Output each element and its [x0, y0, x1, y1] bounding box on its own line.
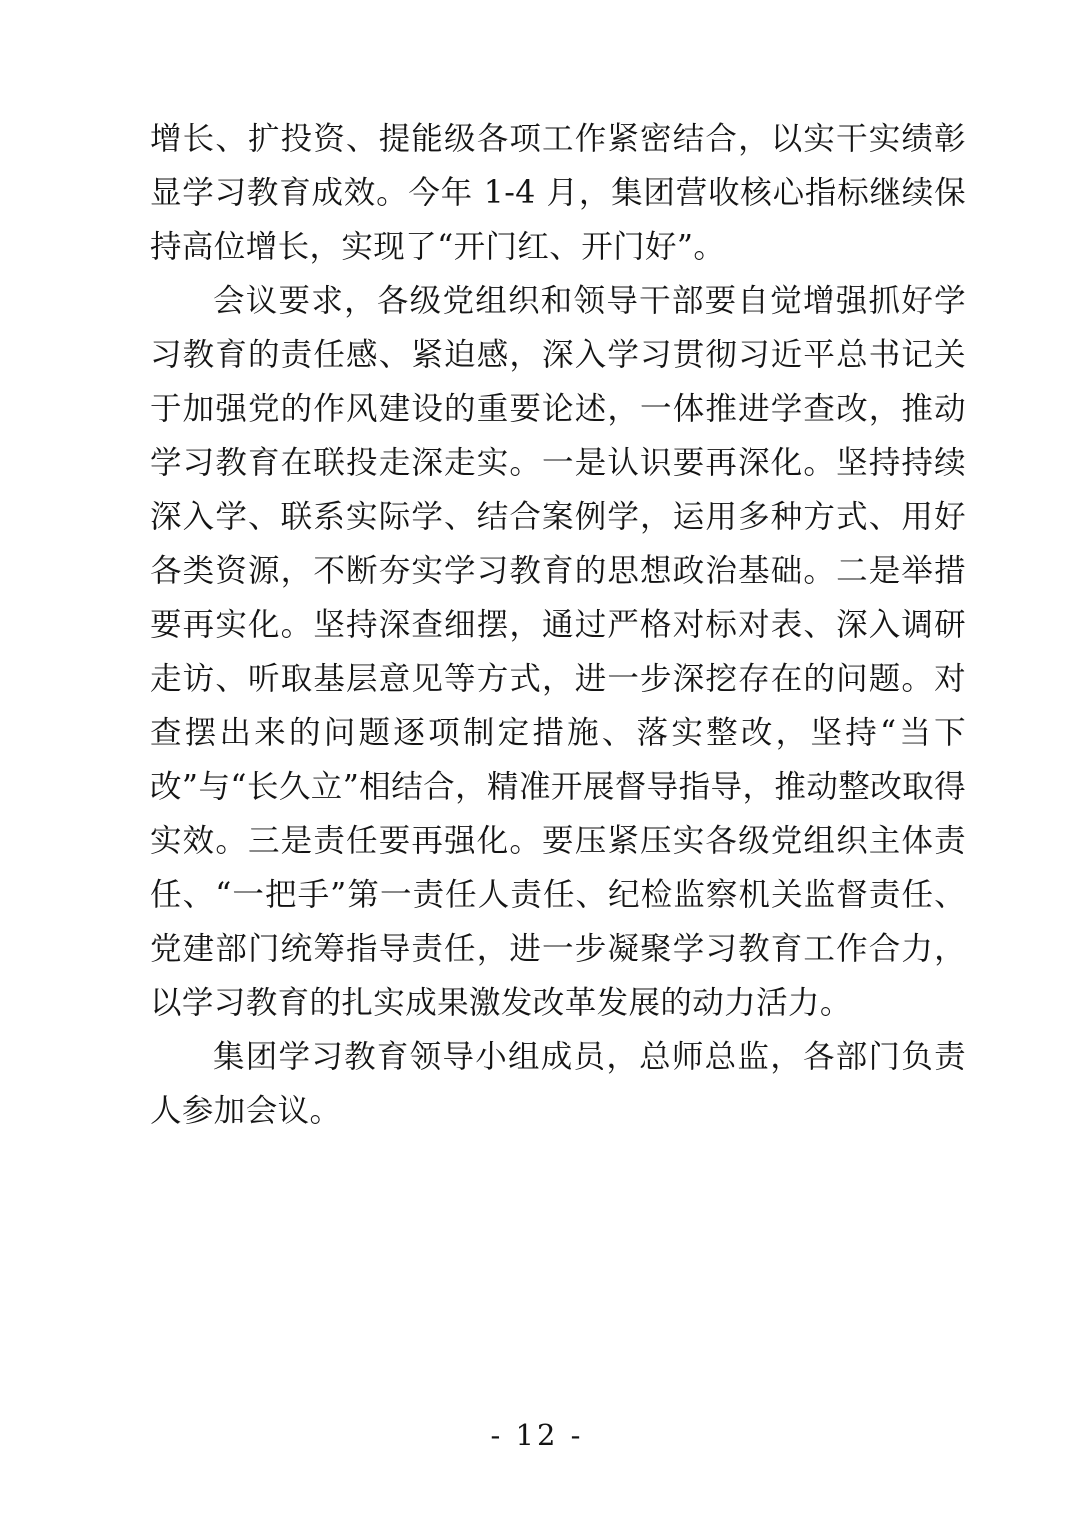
page-number-footer: - 12 -	[490, 1418, 584, 1452]
paragraph-continued: 增长、扩投资、提能级各项工作紧密结合，以实干实绩彰显学习教育成效。今年 1-4 月，集团营收核心指标继续保持高位增长，实现了“开门红、开门好”。	[150, 121, 966, 265]
document-body	[150, 112, 966, 1138]
paragraph-attendees: 集团学习教育领导小组成员，总师总监，各部门负责人参加会议。	[150, 1039, 966, 1129]
paragraph-requirements: 会议要求，各级党组织和领导干部要自觉增强抓好学习教育的责任感、紧迫感，深入学习贯彻习近平总书记关于加强党的作风建设的重要论述，一体推进学查改，推动学习教育在联投走深走实。一是认识要再深化。坚持持续深入学、联系实际学、结合案例学，运用多种方式、用好各类资源，不断夯实学习教育的思想政治基础。二是举措要再实化。坚持深查细摆，通过严格对标对表、深入调研走访、听取基层意见等方式，进一步深挖存在的问题。对查摆出来的问题逐项制定措施、落实整改，坚持“当下改”与“长久立”相结合，精准开展督导指导，推动整改取得实效。三是责任要再强化。要压紧压实各级党组织主体责任、“一把手”第一责任人责任、纪检监察机关监督责任、党建部门统筹指导责任，进一步凝聚学习教育工作合力，以学习教育的扎实成果激发改革发展的动力活力。	[150, 283, 966, 1021]
